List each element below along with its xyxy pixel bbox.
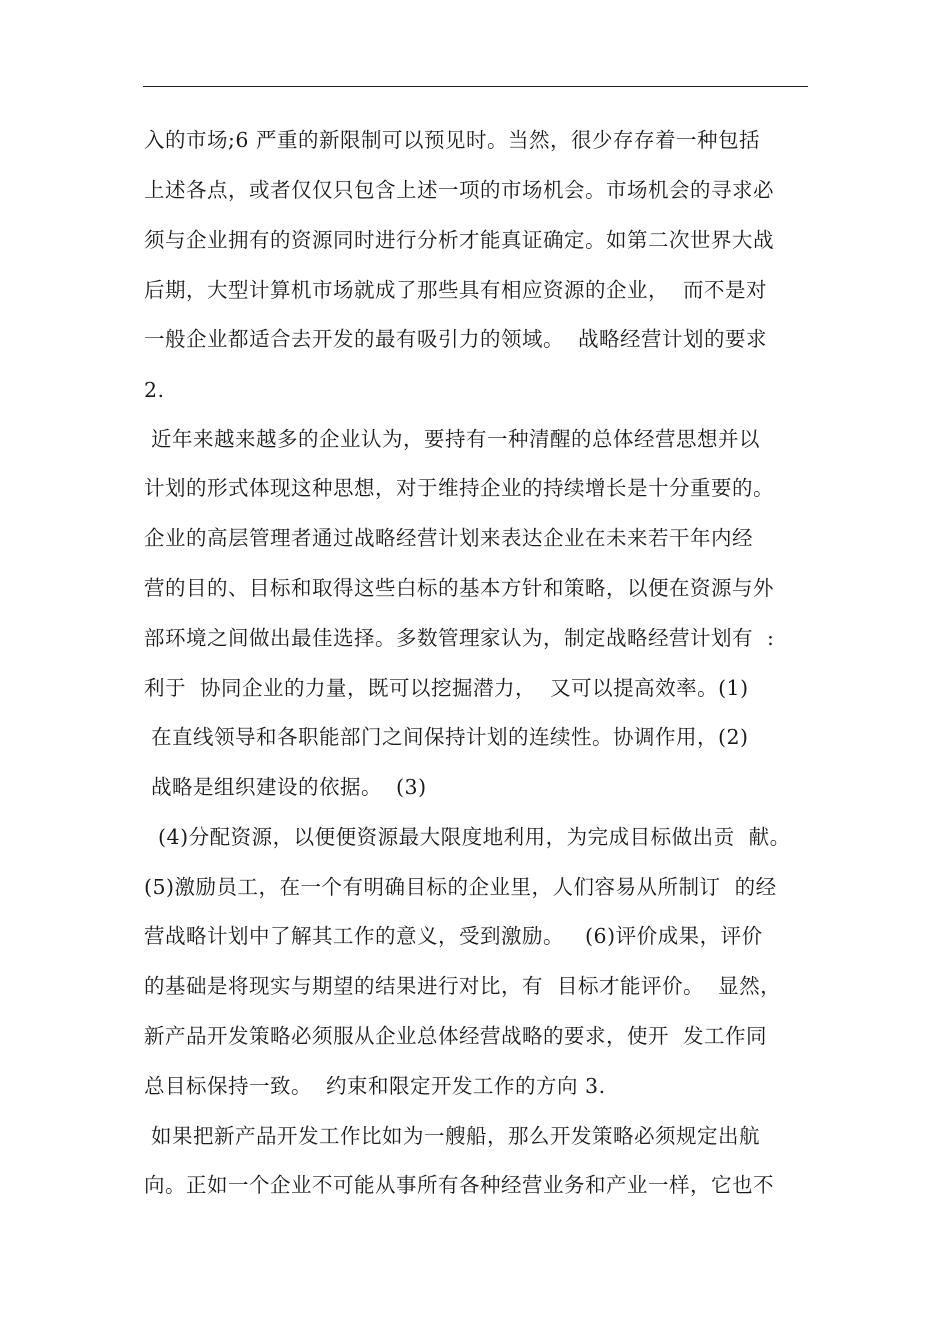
text-line: 计划的形式体现这种思想，对于维持企业的持续增长是十分重要的。: [144, 476, 774, 500]
text-line: 部环境之间做出最佳选择。多数管理家认为，制定战略经营计划有 :: [144, 626, 775, 650]
text-line: 营的目的、目标和取得这些白标的基本方针和策略，以便在资源与外: [144, 576, 774, 600]
text-line: 须与企业拥有的资源同时进行分析才能真证确定。如第二次世界大战: [144, 228, 774, 252]
header-rule: [143, 86, 808, 87]
text-line: 上述各点，或者仅仅只包含上述一项的市场机会。市场机会的寻求必: [144, 178, 774, 202]
text-line: 企业的高层管理者通过战略经营计划来表达企业在未来若干年内经: [144, 526, 753, 550]
text-line: 入的市场;6 严重的新限制可以预见时。当然，很少存存着一种包括: [144, 128, 760, 152]
text-line: 后期，大型计算机市场就成了那些具有相应资源的企业， 而不是对: [144, 278, 768, 302]
text-line: (5)激励员工，在一个有明确目标的企业里，人们容易从所制订 的经: [144, 875, 777, 899]
text-line: 在直线领导和各职能部门之间保持计划的连续性。协调作用，(2): [144, 725, 749, 749]
text-line: 近年来越来越多的企业认为，要持有一种清醒的总体经营思想并以: [144, 427, 761, 451]
text-line: 战略是组织建设的依据。 (3): [144, 775, 427, 799]
text-line: (4)分配资源，以便便资源最大限度地利用，为完成目标做出贡 献。: [144, 825, 791, 849]
text-line: 新产品开发策略必须服从企业总体经营战略的要求，使开 发工作同: [144, 1024, 768, 1048]
text-line: 如果把新产品开发工作比如为一艘船，那么开发策略必须规定出航: [144, 1124, 761, 1148]
text-line: 利于 协同企业的力量，既可以挖掘潜力， 又可以提高效率。(1): [144, 676, 749, 700]
text-line: 向。正如一个企业不可能从事所有各种经营业务和产业一样，它也不: [144, 1173, 774, 1197]
text-line: 2.: [144, 378, 165, 402]
text-line: 一般企业都适合去开发的最有吸引力的领域。 战略经营计划的要求: [144, 327, 768, 351]
text-line: 的基础是将现实与期望的结果进行对比，有 目标才能评价。 显然，: [144, 974, 782, 998]
text-line: 营战略计划中了解其工作的意义，受到激励。 (6)评价成果，评价: [144, 924, 763, 948]
text-line: 总目标保持一致。 约束和限定开发工作的方向 3.: [144, 1074, 606, 1098]
